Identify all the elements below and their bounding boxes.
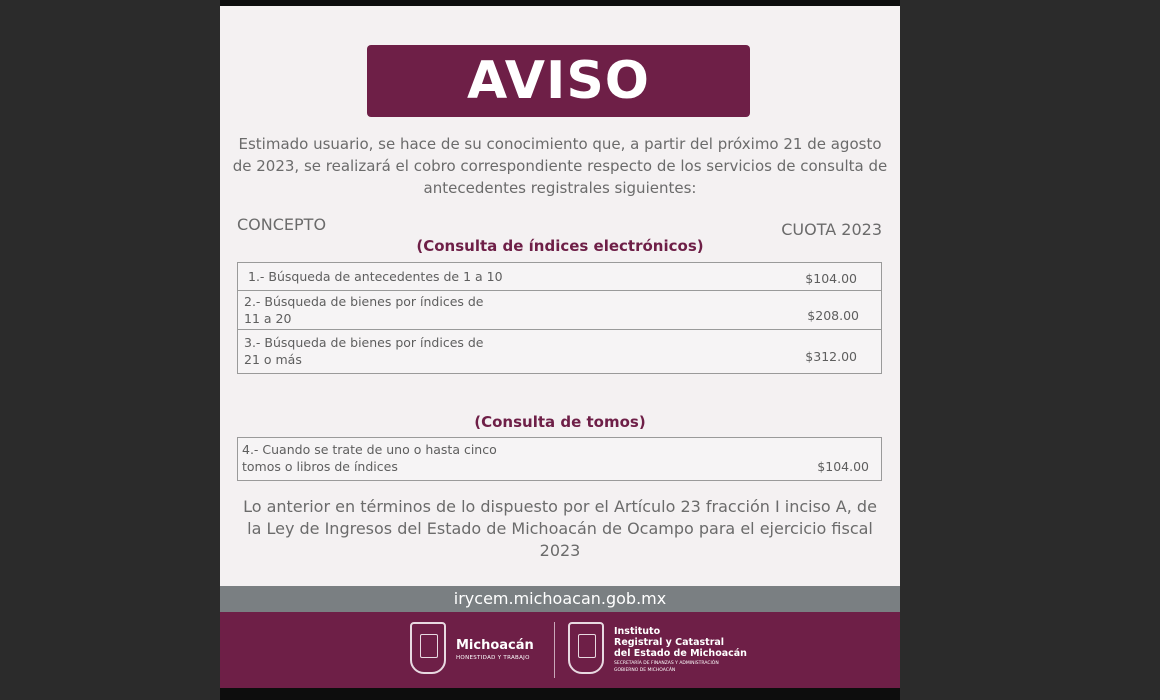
row-description: 1.- Búsqueda de antecedentes de 1 a 10	[248, 269, 503, 284]
row-amount: $208.00	[807, 308, 859, 323]
concept-column-header: CONCEPTO	[237, 215, 327, 234]
section-volumes-title: (Consulta de tomos)	[474, 413, 646, 431]
row-description: 2.- Búsqueda de bienes por índices de 11 a 20	[244, 294, 484, 326]
table-row	[238, 291, 881, 330]
irycem-logo-line1: Instituto	[614, 626, 661, 637]
website-url-bar	[220, 586, 900, 612]
website-url: irycem.michoacan.gob.mx	[453, 589, 667, 608]
logo-divider	[554, 622, 555, 678]
volumes-table	[237, 437, 882, 481]
row-amount: $104.00	[805, 271, 857, 286]
michoacan-logo-name: Michoacán	[456, 638, 534, 653]
footer-logos	[220, 612, 900, 688]
irycem-crest-icon	[568, 622, 604, 674]
michoacan-crest-icon	[410, 622, 446, 674]
row-description: 3.- Búsqueda de bienes por índices de 21 o más	[244, 335, 484, 367]
aviso-title: AVISO	[467, 51, 650, 111]
irycem-logo-line4: SECRETARÍA DE FINANZAS Y ADMINISTRACIÓN	[614, 661, 719, 666]
table-row	[238, 438, 881, 480]
table-row	[238, 263, 881, 291]
row-amount: $312.00	[805, 349, 857, 364]
electronic-indexes-table	[237, 262, 882, 374]
intro-paragraph: Estimado usuario, se hace de su conocimiento que, a partir del próximo 21 de agosto de 2023, se realizará el cobro correspondiente respecto de los servicios de consulta de antecedentes registrales siguientes:	[232, 135, 888, 197]
irycem-logo-line3: del Estado de Michoacán	[614, 648, 747, 659]
legal-basis-paragraph: Lo anterior en términos de lo dispuesto por el Artículo 23 fracción I inciso A, de la Ley de Ingresos del Estado de Michoacán de Ocampo para el ejercicio fiscal 2023	[243, 497, 877, 560]
notice-card	[220, 6, 900, 586]
aviso-banner	[367, 45, 750, 117]
section-electronic-indexes-title: (Consulta de índices electrónicos)	[416, 237, 704, 255]
row-amount: $104.00	[817, 459, 869, 474]
table-row	[238, 330, 881, 373]
fee-column-header: CUOTA 2023	[781, 220, 882, 239]
row-description: 4.- Cuando se trate de uno o hasta cinco tomos o libros de índices	[242, 442, 497, 474]
irycem-logo-line2: Registral y Catastral	[614, 637, 725, 648]
irycem-logo-line5: GOBIERNO DE MICHOACÁN	[614, 668, 676, 673]
bottom-frame-bar	[220, 688, 900, 700]
michoacan-logo-tagline: HONESTIDAD Y TRABAJO	[456, 655, 530, 661]
